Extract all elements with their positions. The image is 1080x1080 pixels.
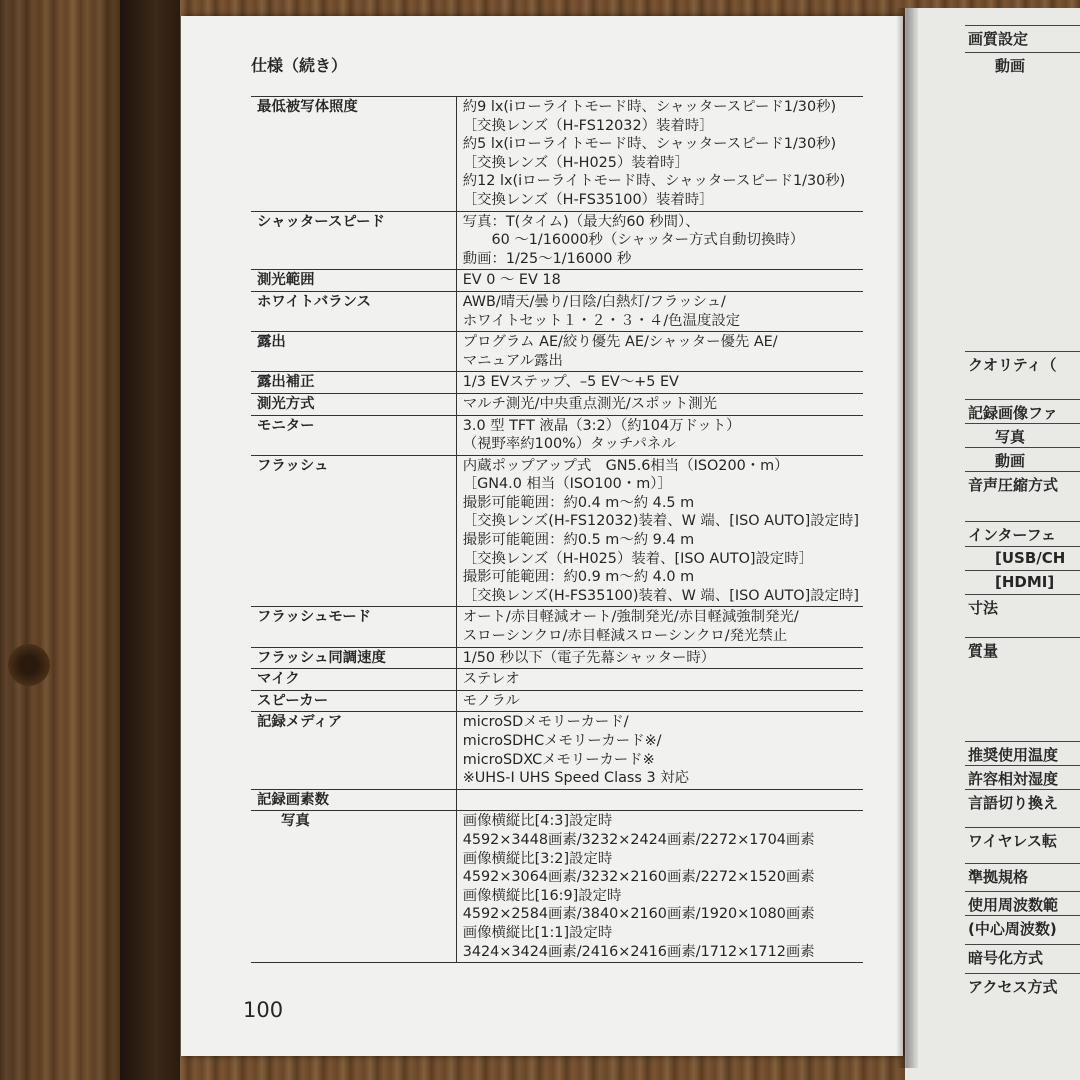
spec-row xyxy=(251,291,863,331)
spec-value-line: 1/50 秒以下（電子先幕シャッター時） xyxy=(462,649,716,666)
spec-value xyxy=(456,291,863,331)
spec-value-line: 4592×3064画素/3232×2160画素/2272×1520画素 xyxy=(462,869,815,886)
spec-value-line: ［GN4.0 相当（ISO100・m）］ xyxy=(462,476,672,493)
spec-value-line: 撮影可能範囲：約0.4 m～約 4.5 m xyxy=(462,494,695,511)
right-page-rule xyxy=(965,570,1080,571)
spec-value-line: AWB/晴天/曇り/日陰/白熱灯/フラッシュ/ xyxy=(462,293,726,310)
right-page-rule xyxy=(965,447,1080,448)
spec-row xyxy=(251,647,863,669)
wood-knot xyxy=(8,644,50,686)
right-page-heading: 使用周波数範 xyxy=(968,896,1059,914)
spec-value-line: 4592×3448画素/3232×2424画素/2272×1704画素 xyxy=(462,831,815,848)
spec-value-line: 動画：1/25～1/16000 秒 xyxy=(462,250,632,267)
spec-value-line: ［交換レンズ（H-H025）装着時］ xyxy=(462,154,689,171)
spec-value-line: スローシンクロ/赤目軽減スローシンクロ/発光禁止 xyxy=(462,628,788,645)
spec-key: スピーカー xyxy=(251,690,456,712)
spec-row xyxy=(251,270,863,292)
spec-key: ホワイトバランス xyxy=(251,291,456,331)
spec-row xyxy=(251,712,863,789)
right-page-heading: 言語切り換え xyxy=(968,794,1059,812)
spec-value-line: microSDHCメモリーカード※/ xyxy=(462,733,662,749)
right-page-heading: クオリティ（ xyxy=(968,356,1057,374)
right-page-heading: [USB/CH xyxy=(995,549,1066,567)
spec-value-line: 写真：T(タイム)（最大約60 秒間）、 xyxy=(462,213,700,230)
spec-value-line xyxy=(463,791,859,810)
spec-row xyxy=(251,789,863,811)
right-page-heading: 音声圧縮方式 xyxy=(968,476,1059,494)
spec-value-line: 約5 lx(iローライトモード時、シャッタースピード1/30秒) xyxy=(462,136,837,153)
spec-row xyxy=(251,690,863,712)
spec-value-line: マルチ測光/中央重点測光/スポット測光 xyxy=(462,395,718,412)
right-page-rule xyxy=(965,891,1080,892)
spec-value-line: オート/赤目軽減オート/強制発光/赤目軽減強制発光/ xyxy=(462,609,799,626)
spec-key: マイク xyxy=(251,669,456,691)
spec-value-line: 画像横縦比[16:9]設定時 xyxy=(462,887,622,904)
spec-value-line: ［交換レンズ（H-H025）装着、[ISO AUTO]設定時］ xyxy=(462,550,814,567)
right-page-rule xyxy=(965,25,1080,26)
spec-row xyxy=(251,372,863,394)
right-page-heading: 写真 xyxy=(995,428,1026,446)
page-number: 100 xyxy=(243,998,284,1022)
right-page-heading: 寸法 xyxy=(968,599,999,617)
spec-key: フラッシュモード xyxy=(251,607,456,647)
spec-key: フラッシュ同調速度 xyxy=(251,647,456,669)
spec-value xyxy=(456,607,863,647)
right-page-rule xyxy=(965,637,1080,638)
right-page-rule xyxy=(965,765,1080,766)
right-page-rule xyxy=(965,863,1080,864)
right-page-heading: 記録画像ファ xyxy=(968,404,1058,422)
spec-value-line: EV 0 ～ EV 18 xyxy=(462,272,561,289)
spec-value-line: マニュアル露出 xyxy=(462,352,563,369)
spec-value-line: 3424×3424画素/2416×2416画素/1712×1712画素 xyxy=(462,943,815,960)
spec-value-line: 内蔵ポップアップ式 GN5.6相当（ISO200・m） xyxy=(462,457,789,474)
spec-table xyxy=(251,96,863,963)
spec-key: 最低被写体照度 xyxy=(251,97,456,212)
page-title: 仕様（続き） xyxy=(251,56,348,75)
right-page-heading: インターフェ xyxy=(968,526,1056,544)
right-page-heading: 画質設定 xyxy=(968,30,1029,48)
spec-value-line: 4592×2584画素/3840×2160画素/1920×1080画素 xyxy=(462,906,815,923)
spec-value-line: 画像横縦比[4:3]設定時 xyxy=(462,813,613,830)
right-page-rule xyxy=(965,789,1080,790)
spec-value xyxy=(456,332,863,372)
spec-row xyxy=(251,332,863,372)
spec-value-line: 約12 lx(iローライトモード時、シャッタースピード1/30秒) xyxy=(462,173,846,190)
spec-value-line: （視野率約100%）タッチパネル xyxy=(462,436,676,453)
spec-row xyxy=(251,607,863,647)
spec-value xyxy=(456,211,863,270)
spec-row xyxy=(251,415,863,455)
spec-value-line: 撮影可能範囲：約0.9 m～約 4.0 m xyxy=(462,569,695,586)
right-page-rule xyxy=(965,915,1080,916)
spec-row xyxy=(251,811,863,963)
spec-value xyxy=(456,669,863,691)
spec-value xyxy=(456,690,863,712)
spec-key: 測光範囲 xyxy=(251,270,456,292)
spec-value-line: 画像横縦比[1:1]設定時 xyxy=(462,924,613,941)
spec-value xyxy=(456,270,863,292)
spec-key: 測光方式 xyxy=(251,393,456,415)
right-page-heading: 動画 xyxy=(995,452,1026,470)
spec-value-line: プログラム AE/絞り優先 AE/シャッター優先 AE/ xyxy=(462,334,778,351)
right-page-heading: ワイヤレス転 xyxy=(968,832,1057,850)
right-page-heading: 質量 xyxy=(968,642,999,660)
spec-value-line: ［交換レンズ(H-FS12032)装着、W 端、[ISO AUTO]設定時] xyxy=(462,513,859,530)
booklet-spine xyxy=(120,0,180,1080)
spec-value xyxy=(456,647,863,669)
spec-value-line: ステレオ xyxy=(462,671,520,688)
right-page-rule xyxy=(965,741,1080,742)
page-gutter xyxy=(896,8,918,1068)
spec-key: シャッタースピード xyxy=(251,211,456,270)
spec-value xyxy=(456,811,863,963)
right-page-rule xyxy=(965,351,1080,352)
spec-value-line: 画像横縦比[3:2]設定時 xyxy=(462,850,613,867)
right-page-rule xyxy=(965,423,1080,424)
right-page-rule xyxy=(965,521,1080,522)
spec-value xyxy=(456,455,863,607)
right-page-rule xyxy=(965,546,1080,547)
spec-value xyxy=(456,97,863,212)
desk-shadow xyxy=(0,0,135,1080)
right-page-rule xyxy=(965,973,1080,974)
spec-value-line: microSDXCメモリーカード※ xyxy=(462,751,655,768)
spec-value-line: 撮影可能範囲：約0.5 m～約 9.4 m xyxy=(462,532,695,549)
right-page-rule xyxy=(965,471,1080,472)
right-page-heading: 準拠規格 xyxy=(968,868,1029,886)
spec-key: 露出補正 xyxy=(251,372,456,394)
spec-value xyxy=(456,372,863,394)
spec-value-line: ［交換レンズ（H-FS12032）装着時］ xyxy=(462,117,714,134)
spec-value-line: 約9 lx(iローライトモード時、シャッタースピード1/30秒) xyxy=(462,99,837,115)
spec-key: 写真 xyxy=(251,811,456,963)
spec-value-line: モノラル xyxy=(462,692,520,709)
right-page-rule xyxy=(965,594,1080,595)
right-page-rule xyxy=(965,52,1080,53)
spec-row xyxy=(251,97,863,212)
spec-row xyxy=(251,211,863,270)
spec-value-line: microSDメモリーカード/ xyxy=(462,714,629,731)
spec-value xyxy=(456,415,863,455)
spec-key: 記録メディア xyxy=(251,712,456,789)
spec-key: 露出 xyxy=(251,332,456,372)
right-page-rule xyxy=(965,944,1080,945)
spec-value xyxy=(456,789,863,811)
spec-value-line: 1/3 EVステップ、–5 EV～+5 EV xyxy=(462,374,679,391)
right-page-heading: 推奨使用温度 xyxy=(968,746,1059,764)
spec-key: モニター xyxy=(251,415,456,455)
right-page-heading: アクセス方式 xyxy=(968,978,1058,996)
spec-row xyxy=(251,455,863,607)
spec-key: 記録画素数 xyxy=(251,789,456,811)
spec-value-line: 3.0 型 TFT 液晶（3:2）（約104万ドット） xyxy=(462,417,741,434)
spec-value xyxy=(456,712,863,789)
spec-value-line: 60 ～1/16000秒（シャッター方式自動切換時） xyxy=(462,232,805,249)
spec-value xyxy=(456,393,863,415)
right-page-rule xyxy=(965,827,1080,828)
spec-key: フラッシュ xyxy=(251,455,456,607)
right-page-heading: 動画 xyxy=(995,57,1026,75)
spec-row xyxy=(251,393,863,415)
right-page-heading: [HDMI] xyxy=(995,573,1055,591)
spec-value-line: ホワイトセット１・２・３・４/色温度設定 xyxy=(462,312,741,329)
spec-value-line: ※UHS-I UHS Speed Class 3 対応 xyxy=(462,770,689,787)
right-page-heading: (中心周波数) xyxy=(968,920,1057,938)
spec-row xyxy=(251,669,863,691)
spec-value-line: ［交換レンズ（H-FS35100）装着時］ xyxy=(462,191,714,208)
right-page-heading: 許容相対湿度 xyxy=(968,770,1059,788)
right-page-heading: 暗号化方式 xyxy=(968,949,1044,967)
spec-value-line: ［交換レンズ(H-FS35100)装着、W 端、[ISO AUTO]設定時] xyxy=(462,587,859,604)
right-page-rule xyxy=(965,399,1080,400)
